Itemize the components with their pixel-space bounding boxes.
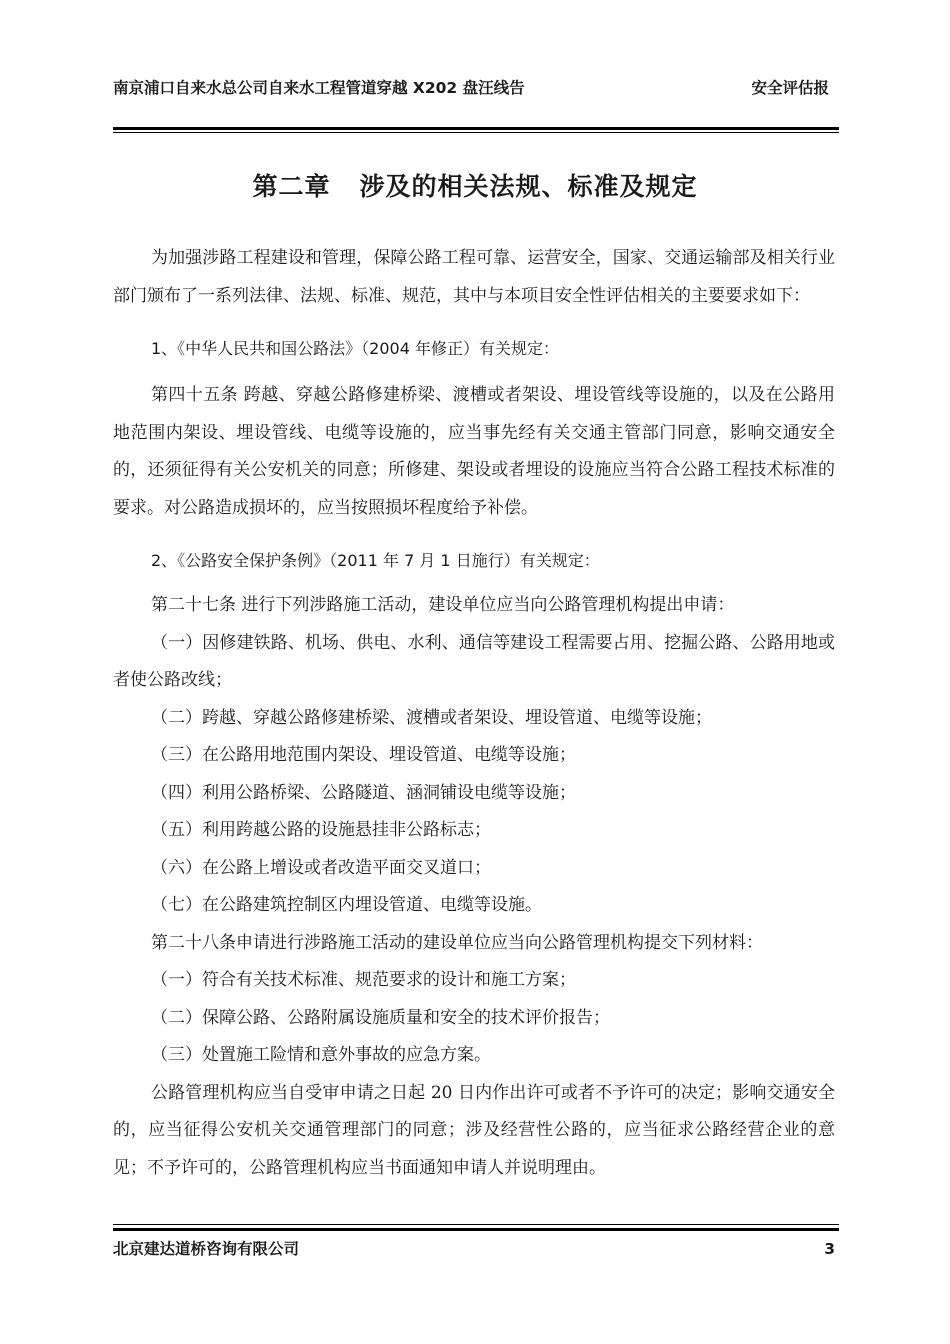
header-rule-thick <box>113 127 839 130</box>
header-rule-thin <box>113 132 839 133</box>
section-heading-1: 1、《中华人民共和国公路法》（2004 年修正）有关规定： <box>151 339 559 358</box>
list-item: （一）因修建铁路、机场、供电、水利、通信等建设工程需要占用、挖掘公路、公路用地或者使公路改线； <box>113 632 835 690</box>
header-report-type: 安全评估报 <box>751 79 829 97</box>
list-item: （四）利用公路桥梁、公路隧道、涵洞铺设电缆等设施； <box>151 782 576 803</box>
list-item: （二）保障公路、公路附属设施质量和安全的技术评价报告； <box>151 1007 610 1028</box>
section-heading-2: 2、《公路安全保护条例》（2011 年 7 月 1 日施行）有关规定： <box>151 551 600 570</box>
document-body <box>113 240 835 1187</box>
page-number: 3 <box>824 1240 835 1258</box>
chapter-title: 第二章 涉及的相关法规、标准及规定 <box>252 172 698 201</box>
page-header <box>113 70 837 126</box>
list-item: （六）在公路上增设或者改造平面交叉道口； <box>151 857 491 878</box>
article-27: 第二十七条 进行下列涉路施工活动，建设单位应当向公路管理机构提出申请： <box>151 595 735 615</box>
list-item: （三）处置施工险情和意外事故的应急方案。 <box>151 1045 491 1065</box>
footer-rule-thick <box>113 1228 839 1231</box>
intro-paragraph: 为加强涉路工程建设和管理，保障公路工程可靠、运营安全，国家、交通运输部及相关行业部门颁布了一系列法律、法规、标准、规范，其中与本项目安全性评估相关的主要要求如下： <box>113 248 835 306</box>
list-item: （三）在公路用地范围内架设、埋设管道、电缆等设施； <box>151 745 576 765</box>
footer-rule-thin <box>113 1224 839 1225</box>
list-item: （一）符合有关技术标准、规范要求的设计和施工方案； <box>151 970 576 990</box>
article-28: 第二十八条申请进行涉路施工活动的建设单位应当向公路管理机构提交下列材料： <box>151 932 763 953</box>
list-item: （五）利用跨越公路的设施悬挂非公路标志； <box>151 820 491 840</box>
header-project-title: 南京浦口自来水总公司自来水工程管道穿越 X202 盘汪线告 <box>113 79 525 97</box>
list-item: （七）在公路建筑控制区内埋设管道、电缆等设施。 <box>151 895 542 915</box>
article-45: 第四十五条 跨越、穿越公路修建桥梁、渡槽或者架设、埋设管线等设施的，以及在公路用地范围内架设、埋设管线、电缆等设施的，应当事先经有关交通主管部门同意，影响交通安全的，还须征得有关公安机关的同意；所修建、架设或者埋设的设施应当符合公路工程技术标准的要求。对公路造成损坏的，应当按照损坏程度给予补偿。 <box>113 385 835 518</box>
list-item: （二）跨越、穿越公路修建桥梁、渡槽或者架设、埋设管道、电缆等设施； <box>151 707 712 728</box>
footer-company: 北京建达道桥咨询有限公司 <box>113 1240 300 1258</box>
closing-paragraph: 公路管理机构应当自受审申请之日起 20 日内作出许可或者不予许可的决定；影响交通安全的，应当征得公安机关交通管理部门的同意；涉及经营性公路的，应当征求公路经营企业的意见；不予许可的，公路管理机构应当书面通知申请人并说明理由。 <box>113 1082 835 1178</box>
